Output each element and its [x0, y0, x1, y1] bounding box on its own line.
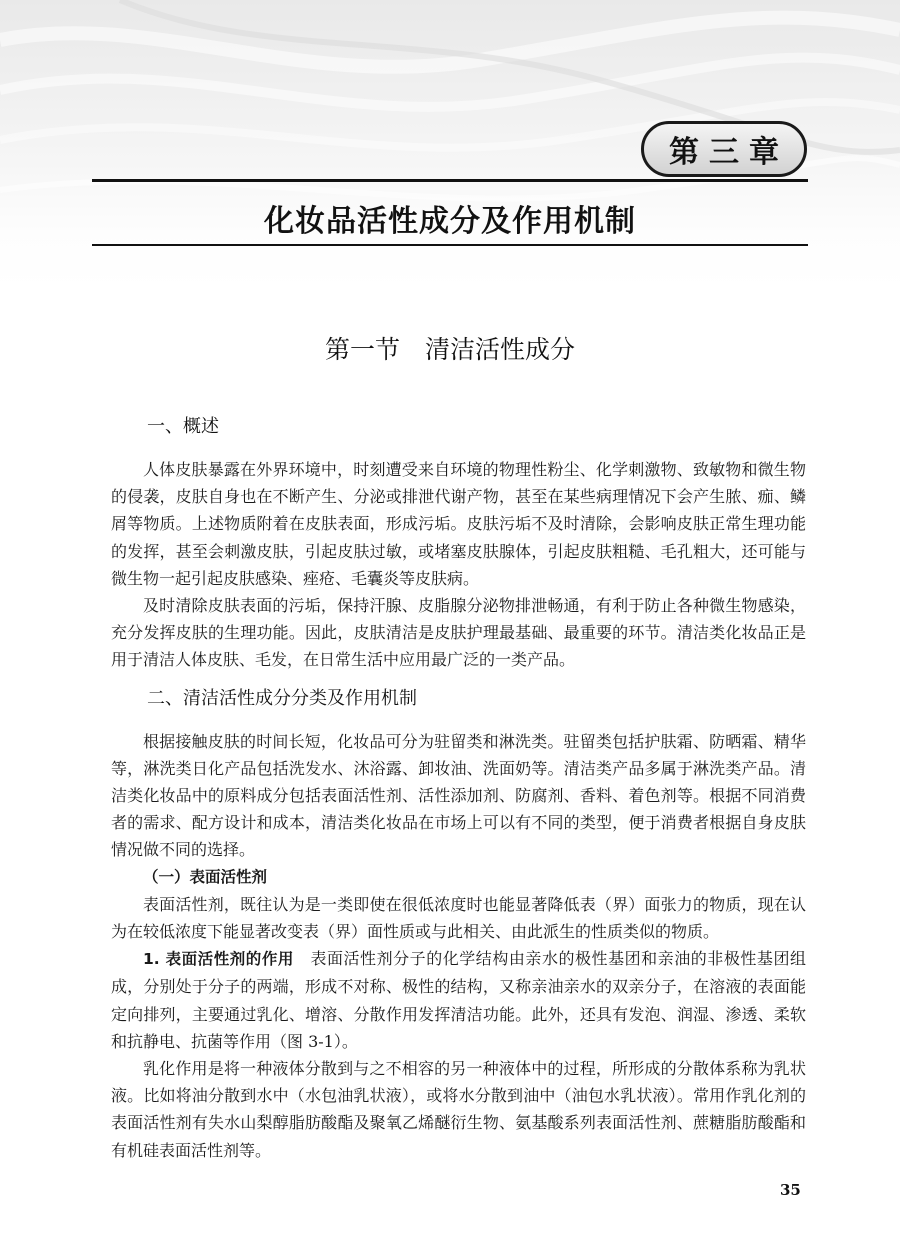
- section-title: 第一节 清洁活性成分: [324, 335, 575, 364]
- paragraph: 及时清除皮肤表面的污垢，保持汗腺、皮脂腺分泌物排泄畅通，有利于防止各种微生物感染，充分发挥皮肤的生理功能。因此，皮肤清洁是皮肤护理最基础、最重要的环节。清洁类化妆品正是用于清洁人体皮肤、毛发，在日常生活中应用最广泛的一类产品。: [111, 596, 806, 670]
- chapter-label-badge: 第三章: [641, 121, 807, 177]
- paragraph-text: 表面活性剂分子的化学结构由亲水的极性基团和亲油的非极性基团组成，分别处于分子的两端，形成不对称、极性的结构，又称亲油亲水的双亲分子，在溶液的表面能定向排列，主要通过乳化、增溶、分散作用发挥清洁功能。此外，还具有发泡、润湿、渗透、柔软和抗静电、抗菌等作用（图 3-1）。: [111, 949, 806, 1051]
- paragraph-lead: 1. 表面活性剂的作用: [143, 950, 294, 969]
- paragraph: [111, 945, 806, 1055]
- page-number: 35: [780, 1181, 801, 1199]
- heading-classification: 二、清洁活性成分分类及作用机制: [147, 687, 417, 709]
- body-text: [111, 414, 806, 1164]
- paragraph: 表面活性剂，既往认为是一类即使在很低浓度时也能显著降低表（界）面张力的物质，现在认为在较低浓度下能显著改变表（界）面性质或与此相关、由此派生的性质类似的物质。: [111, 894, 806, 942]
- paragraph: 乳化作用是将一种液体分散到与之不相容的另一种液体中的过程，所形成的分散体系称为乳状液。比如将油分散到水中（水包油乳状液），或将水分散到油中（油包水乳状液）。常用作乳化剂的表面活性剂有失水山梨醇脂肪酸酯及聚氧乙烯醚衍生物、氨基酸系列表面活性剂、蔗糖脂肪酸酯和有机硅表面活性剂等。: [111, 1059, 806, 1160]
- heading-overview: 一、概述: [147, 416, 219, 437]
- chapter-title: 化妆品活性成分及作用机制: [264, 204, 636, 239]
- subheading-surfactant: （一）表面活性剂: [143, 867, 268, 886]
- chapter-rule-bottom: [92, 244, 808, 246]
- paragraph: 根据接触皮肤的时间长短，化妆品可分为驻留类和淋洗类。驻留类包括护肤霜、防晒霜、精华等，淋洗类日化产品包括洗发水、沐浴露、卸妆油、洗面奶等。清洁类产品多属于淋洗类产品。清洁类化妆品中的原料成分包括表面活性剂、活性添加剂、防腐剂、香料、着色剂等。根据不同消费者的需求、配方设计和成本，清洁类化妆品在市场上可以有不同的类型，便于消费者根据自身皮肤情况做不同的选择。: [111, 731, 806, 860]
- chapter-rule-top: [92, 179, 808, 182]
- paragraph: 人体皮肤暴露在外界环境中，时刻遭受来自环境的物理性粉尘、化学刺激物、致敏物和微生物的侵袭，皮肤自身也在不断产生、分泌或排泄代谢产物，甚至在某些病理情况下会产生脓、痂、鳞屑等物质。上述物质附着在皮肤表面，形成污垢。皮肤污垢不及时清除，会影响皮肤正常生理功能的发挥，甚至会刺激皮肤，引起皮肤过敏，或堵塞皮肤腺体，引起皮肤粗糙、毛孔粗大，还可能与微生物一起引起皮肤感染、痤疮、毛囊炎等皮肤病。: [111, 460, 806, 588]
